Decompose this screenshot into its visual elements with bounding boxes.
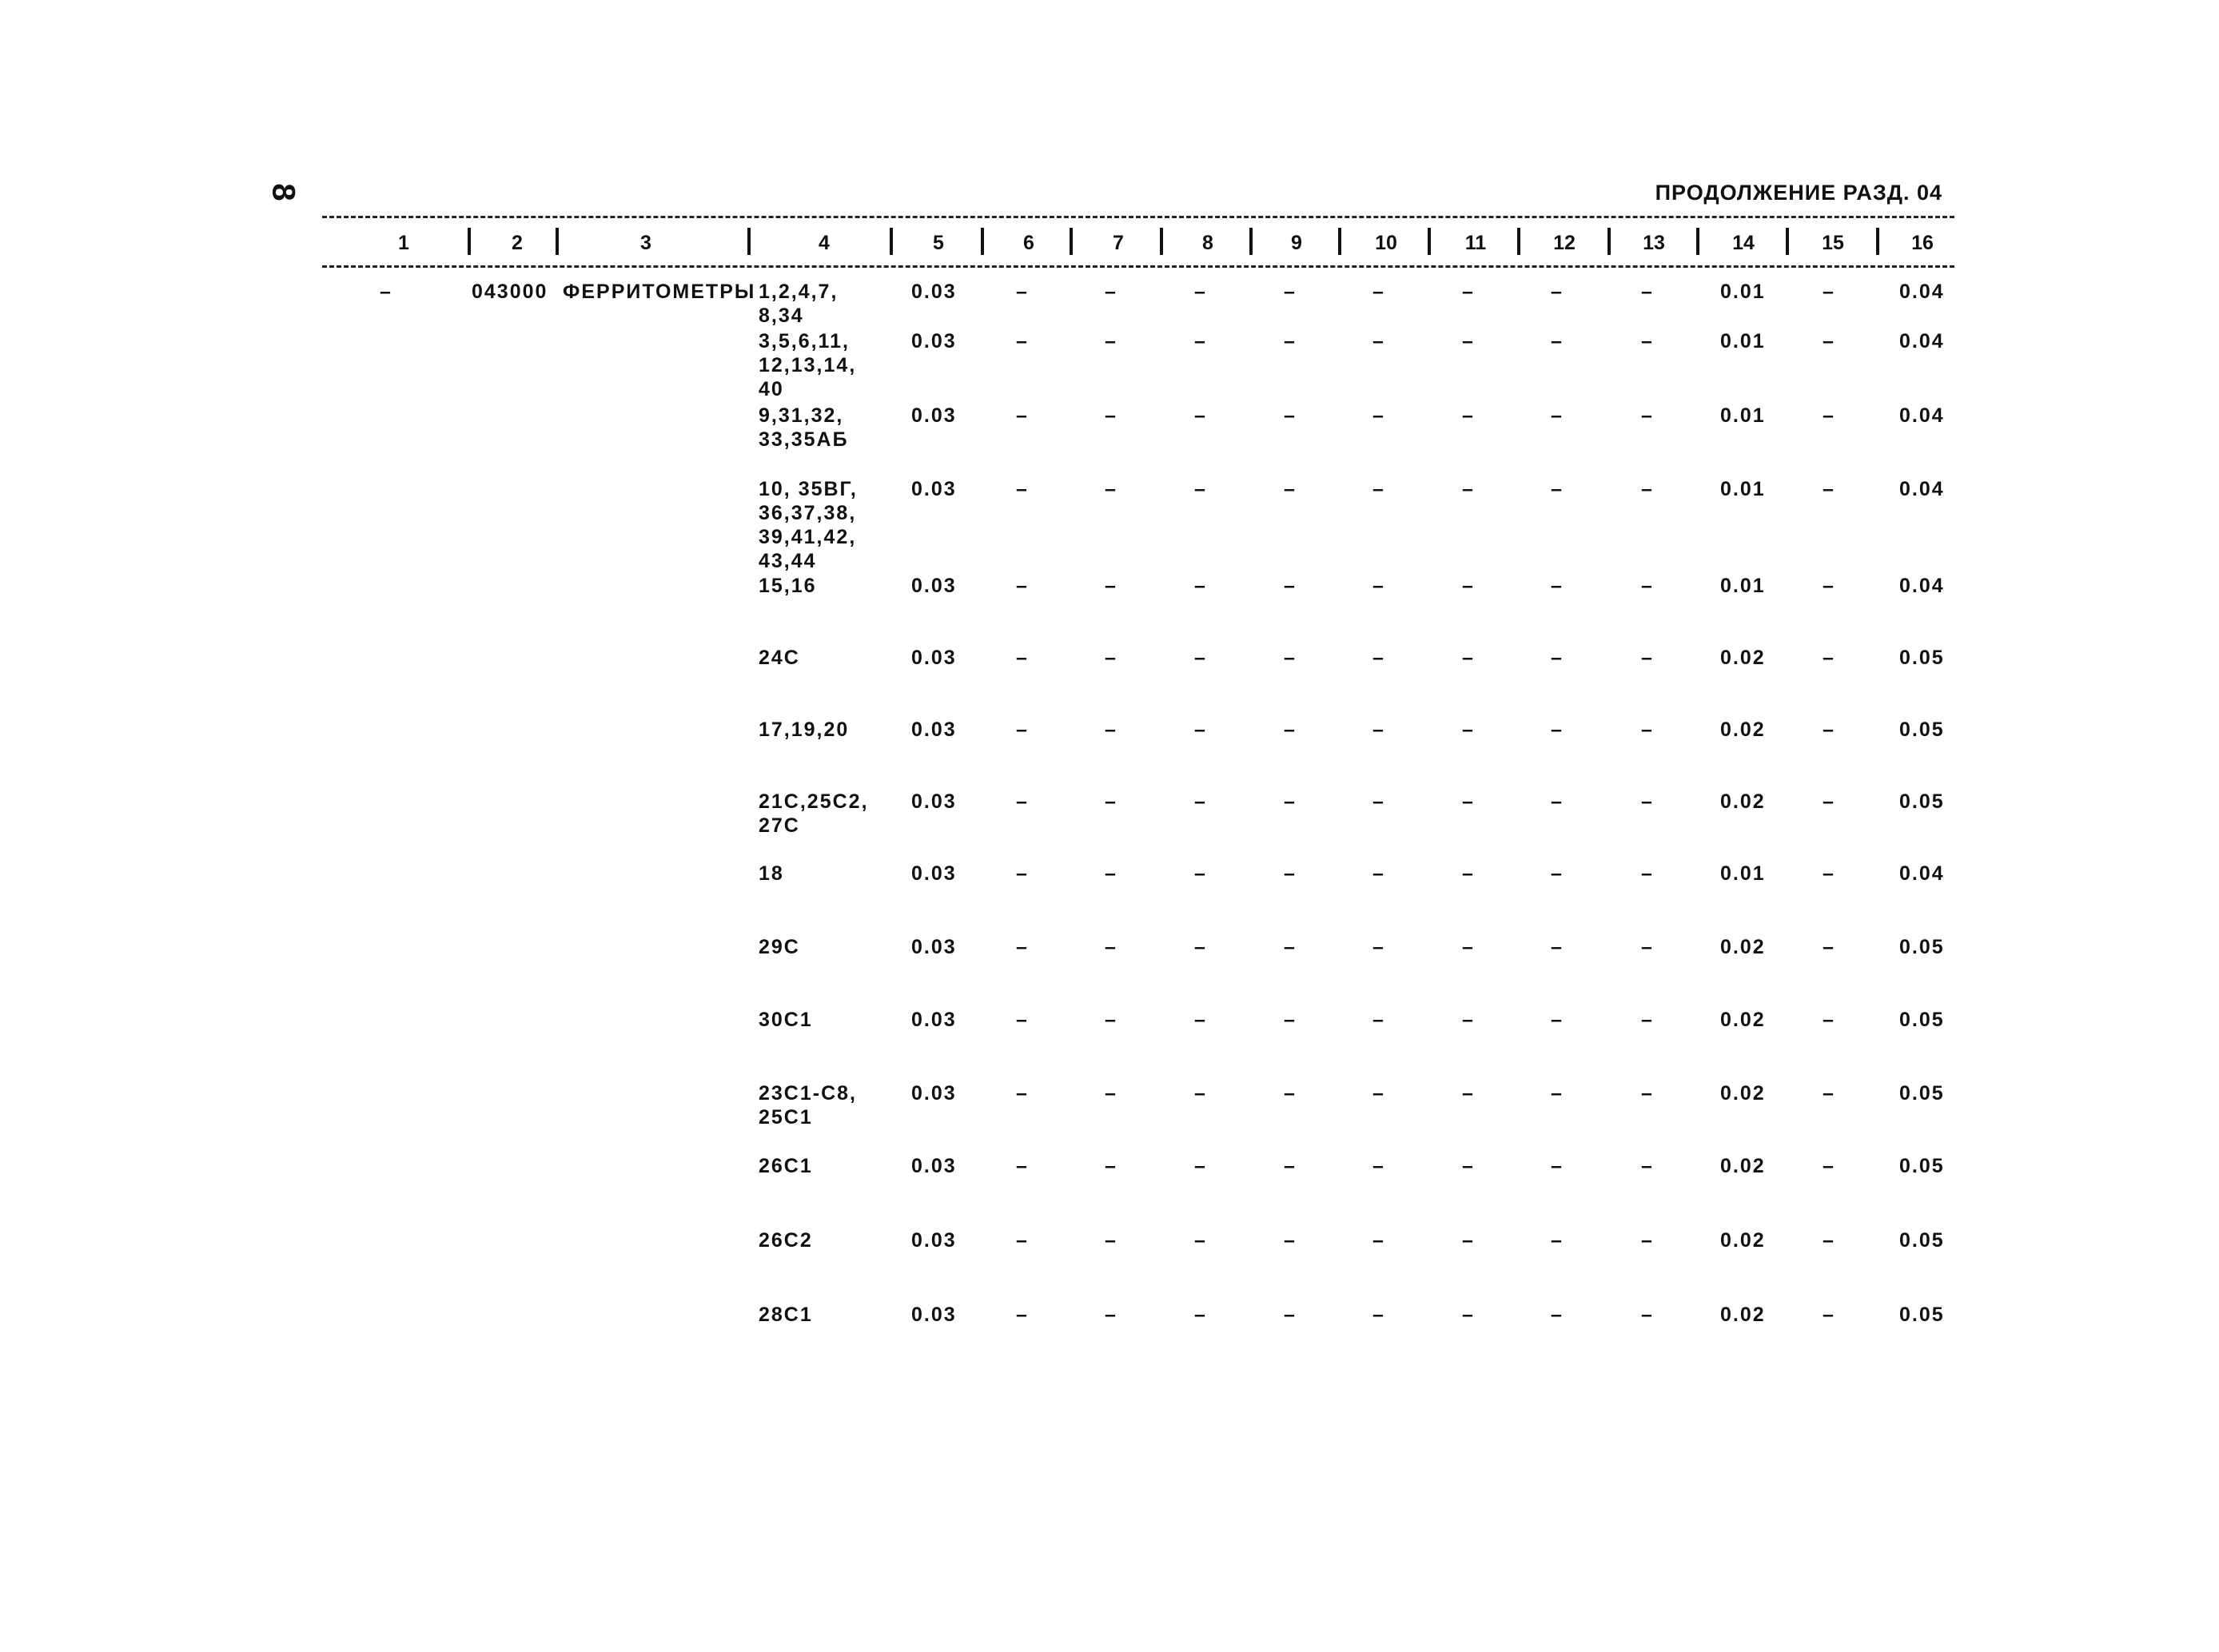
cell-col8: – <box>1194 478 1207 500</box>
cell-col16: 0.04 <box>1899 330 1945 352</box>
cell-col13: – <box>1641 404 1654 427</box>
cell-col8: – <box>1194 575 1207 597</box>
cell-col5: 0.03 <box>911 790 957 813</box>
cell-col6: – <box>1016 1009 1029 1031</box>
header-col-9: 9 <box>1291 232 1302 254</box>
cell-col14: 0.01 <box>1720 330 1766 352</box>
cell-col6: – <box>1016 719 1029 741</box>
cell-col5: 0.03 <box>911 862 957 885</box>
cell-col16: 0.05 <box>1899 936 1945 958</box>
cell-col10: – <box>1372 575 1385 597</box>
cell-col14: 0.02 <box>1720 936 1766 958</box>
cell-col11: – <box>1462 1082 1475 1105</box>
cell-col8: – <box>1194 404 1207 427</box>
header-separator <box>1696 228 1699 255</box>
cell-col12: – <box>1551 1155 1564 1177</box>
header-separator <box>1249 228 1253 255</box>
cell-col16: 0.04 <box>1899 575 1945 597</box>
cell-col11: – <box>1462 719 1475 741</box>
top-rule <box>322 216 1954 218</box>
cell-col5: 0.03 <box>911 1082 957 1105</box>
cell-col4: 26С1 <box>759 1155 813 1177</box>
header-col-3: 3 <box>640 232 651 254</box>
cell-col14: 0.01 <box>1720 404 1766 427</box>
cell-col14: 0.01 <box>1720 281 1766 303</box>
header-col-6: 6 <box>1023 232 1034 254</box>
cell-col4: 24С <box>759 647 800 669</box>
cell-col6: – <box>1016 862 1029 885</box>
cell-col7: – <box>1105 1304 1117 1326</box>
cell-col12: – <box>1551 1082 1564 1105</box>
cell-col15: – <box>1823 719 1835 741</box>
cell-col13: – <box>1641 790 1654 813</box>
cell-col8: – <box>1194 862 1207 885</box>
header-bottom-rule <box>322 265 1954 268</box>
cell-col7: – <box>1105 404 1117 427</box>
row-col3: ФЕРРИТОМЕТРЫ <box>563 281 756 303</box>
cell-col14: 0.02 <box>1720 1009 1766 1031</box>
cell-col8: – <box>1194 1155 1207 1177</box>
cell-col15: – <box>1823 575 1835 597</box>
cell-col7: – <box>1105 1082 1117 1105</box>
cell-col16: 0.05 <box>1899 1229 1945 1252</box>
cell-col10: – <box>1372 404 1385 427</box>
cell-col9: – <box>1284 1304 1297 1326</box>
cell-col12: – <box>1551 478 1564 500</box>
cell-col4: 23С1-С8, 25С1 <box>759 1082 857 1129</box>
cell-col16: 0.04 <box>1899 281 1945 303</box>
cell-col16: 0.04 <box>1899 862 1945 885</box>
cell-col15: – <box>1823 862 1835 885</box>
cell-col16: 0.05 <box>1899 647 1945 669</box>
cell-col11: – <box>1462 575 1475 597</box>
cell-col12: – <box>1551 790 1564 813</box>
cell-col13: – <box>1641 478 1654 500</box>
cell-col8: – <box>1194 719 1207 741</box>
cell-col11: – <box>1462 936 1475 958</box>
cell-col4: 28С1 <box>759 1304 813 1326</box>
cell-col15: – <box>1823 790 1835 813</box>
cell-col7: – <box>1105 478 1117 500</box>
cell-col10: – <box>1372 1229 1385 1252</box>
cell-col11: – <box>1462 330 1475 352</box>
cell-col13: – <box>1641 1155 1654 1177</box>
cell-col14: 0.02 <box>1720 647 1766 669</box>
cell-col8: – <box>1194 936 1207 958</box>
header-col-4: 4 <box>819 232 830 254</box>
cell-col4: 9,31,32, 33,35АБ <box>759 404 849 451</box>
cell-col16: 0.05 <box>1899 1155 1945 1177</box>
cell-col9: – <box>1284 1155 1297 1177</box>
cell-col4: 10, 35ВГ, 36,37,38, 39,41,42, 43,44 <box>759 478 858 572</box>
cell-col12: – <box>1551 719 1564 741</box>
header-separator <box>1786 228 1789 255</box>
cell-col12: – <box>1551 330 1564 352</box>
cell-col10: – <box>1372 862 1385 885</box>
cell-col8: – <box>1194 1009 1207 1031</box>
header-separator <box>1160 228 1163 255</box>
cell-col13: – <box>1641 281 1654 303</box>
cell-col14: 0.02 <box>1720 1304 1766 1326</box>
cell-col13: – <box>1641 862 1654 885</box>
cell-col9: – <box>1284 1082 1297 1105</box>
header-separator <box>1070 228 1073 255</box>
cell-col14: 0.01 <box>1720 478 1766 500</box>
cell-col15: – <box>1823 1082 1835 1105</box>
cell-col11: – <box>1462 790 1475 813</box>
cell-col12: – <box>1551 281 1564 303</box>
header-separator <box>556 228 559 255</box>
cell-col11: – <box>1462 862 1475 885</box>
cell-col11: – <box>1462 647 1475 669</box>
cell-col6: – <box>1016 1082 1029 1105</box>
cell-col4: 21С,25С2, 27С <box>759 790 869 837</box>
cell-col16: 0.05 <box>1899 790 1945 813</box>
cell-col9: – <box>1284 1229 1297 1252</box>
cell-col10: – <box>1372 478 1385 500</box>
cell-col8: – <box>1194 790 1207 813</box>
header-separator <box>1876 228 1879 255</box>
cell-col6: – <box>1016 575 1029 597</box>
cell-col4: 3,5,6,11, 12,13,14, 40 <box>759 330 857 400</box>
header-col-16: 16 <box>1911 232 1934 254</box>
header-separator <box>1338 228 1341 255</box>
cell-col15: – <box>1823 1009 1835 1031</box>
header-col-2: 2 <box>512 232 523 254</box>
cell-col12: – <box>1551 1229 1564 1252</box>
cell-col5: 0.03 <box>911 404 957 427</box>
cell-col8: – <box>1194 647 1207 669</box>
cell-col16: 0.05 <box>1899 1304 1945 1326</box>
page-number: 8 <box>265 183 301 201</box>
cell-col7: – <box>1105 1229 1117 1252</box>
cell-col6: – <box>1016 647 1029 669</box>
header-col-14: 14 <box>1732 232 1755 254</box>
cell-col15: – <box>1823 330 1835 352</box>
cell-col5: 0.03 <box>911 936 957 958</box>
cell-col4: 26С2 <box>759 1229 813 1252</box>
cell-col10: – <box>1372 1304 1385 1326</box>
cell-col10: – <box>1372 1082 1385 1105</box>
cell-col7: – <box>1105 647 1117 669</box>
header-col-5: 5 <box>933 232 944 254</box>
cell-col9: – <box>1284 790 1297 813</box>
cell-col6: – <box>1016 330 1029 352</box>
header-col-15: 15 <box>1822 232 1844 254</box>
cell-col6: – <box>1016 1229 1029 1252</box>
cell-col16: 0.04 <box>1899 478 1945 500</box>
cell-col16: 0.05 <box>1899 1082 1945 1105</box>
cell-col11: – <box>1462 1009 1475 1031</box>
cell-col14: 0.01 <box>1720 862 1766 885</box>
header-col-11: 11 <box>1464 232 1487 254</box>
cell-col6: – <box>1016 936 1029 958</box>
cell-col5: 0.03 <box>911 1229 957 1252</box>
cell-col8: – <box>1194 281 1207 303</box>
cell-col6: – <box>1016 1155 1029 1177</box>
cell-col11: – <box>1462 404 1475 427</box>
cell-col12: – <box>1551 575 1564 597</box>
cell-col5: 0.03 <box>911 647 957 669</box>
cell-col7: – <box>1105 719 1117 741</box>
cell-col9: – <box>1284 404 1297 427</box>
cell-col5: 0.03 <box>911 1155 957 1177</box>
cell-col12: – <box>1551 862 1564 885</box>
cell-col7: – <box>1105 862 1117 885</box>
cell-col12: – <box>1551 404 1564 427</box>
cell-col5: 0.03 <box>911 478 957 500</box>
header-separator <box>890 228 893 255</box>
header-separator <box>1428 228 1431 255</box>
cell-col7: – <box>1105 281 1117 303</box>
cell-col6: – <box>1016 281 1029 303</box>
cell-col7: – <box>1105 790 1117 813</box>
cell-col14: 0.02 <box>1720 1229 1766 1252</box>
cell-col6: – <box>1016 1304 1029 1326</box>
cell-col6: – <box>1016 478 1029 500</box>
header-separator <box>747 228 751 255</box>
cell-col13: – <box>1641 575 1654 597</box>
cell-col8: – <box>1194 1229 1207 1252</box>
cell-col5: 0.03 <box>911 575 957 597</box>
cell-col5: 0.03 <box>911 1304 957 1326</box>
cell-col9: – <box>1284 281 1297 303</box>
cell-col7: – <box>1105 936 1117 958</box>
cell-col9: – <box>1284 478 1297 500</box>
continuation-title: ПРОДОЛЖЕНИЕ РАЗД. 04 <box>1655 181 1942 205</box>
cell-col16: 0.05 <box>1899 1009 1945 1031</box>
cell-col13: – <box>1641 330 1654 352</box>
cell-col11: – <box>1462 1229 1475 1252</box>
cell-col7: – <box>1105 1155 1117 1177</box>
cell-col11: – <box>1462 478 1475 500</box>
cell-col12: – <box>1551 1009 1564 1031</box>
header-col-7: 7 <box>1113 232 1124 254</box>
cell-col10: – <box>1372 719 1385 741</box>
cell-col9: – <box>1284 330 1297 352</box>
cell-col9: – <box>1284 647 1297 669</box>
cell-col4: 15,16 <box>759 575 817 597</box>
cell-col15: – <box>1823 647 1835 669</box>
cell-col9: – <box>1284 719 1297 741</box>
header-separator <box>1607 228 1611 255</box>
cell-col7: – <box>1105 1009 1117 1031</box>
cell-col15: – <box>1823 1304 1835 1326</box>
cell-col10: – <box>1372 330 1385 352</box>
header-col-1: 1 <box>398 232 409 254</box>
cell-col8: – <box>1194 1082 1207 1105</box>
cell-col4: 30С1 <box>759 1009 813 1031</box>
cell-col14: 0.02 <box>1720 719 1766 741</box>
cell-col15: – <box>1823 936 1835 958</box>
cell-col12: – <box>1551 647 1564 669</box>
cell-col14: 0.02 <box>1720 790 1766 813</box>
cell-col13: – <box>1641 719 1654 741</box>
cell-col4: 29С <box>759 936 800 958</box>
cell-col5: 0.03 <box>911 330 957 352</box>
header-separator <box>468 228 471 255</box>
row-col2: 043000 <box>472 281 548 303</box>
cell-col5: 0.03 <box>911 719 957 741</box>
cell-col6: – <box>1016 404 1029 427</box>
cell-col9: – <box>1284 862 1297 885</box>
cell-col10: – <box>1372 936 1385 958</box>
cell-col4: 17,19,20 <box>759 719 850 741</box>
cell-col8: – <box>1194 1304 1207 1326</box>
cell-col15: – <box>1823 1155 1835 1177</box>
cell-col12: – <box>1551 936 1564 958</box>
cell-col5: 0.03 <box>911 1009 957 1031</box>
cell-col14: 0.02 <box>1720 1082 1766 1105</box>
cell-col13: – <box>1641 1304 1654 1326</box>
cell-col15: – <box>1823 1229 1835 1252</box>
cell-col15: – <box>1823 404 1835 427</box>
cell-col15: – <box>1823 478 1835 500</box>
cell-col5: 0.03 <box>911 281 957 303</box>
cell-col16: 0.05 <box>1899 719 1945 741</box>
cell-col13: – <box>1641 1009 1654 1031</box>
cell-col10: – <box>1372 1009 1385 1031</box>
cell-col9: – <box>1284 936 1297 958</box>
cell-col13: – <box>1641 1082 1654 1105</box>
header-separator <box>981 228 984 255</box>
cell-col11: – <box>1462 281 1475 303</box>
cell-col7: – <box>1105 330 1117 352</box>
cell-col9: – <box>1284 1009 1297 1031</box>
cell-col10: – <box>1372 647 1385 669</box>
cell-col8: – <box>1194 330 1207 352</box>
cell-col11: – <box>1462 1155 1475 1177</box>
cell-col4: 18 <box>759 862 784 885</box>
cell-col13: – <box>1641 936 1654 958</box>
header-col-12: 12 <box>1553 232 1576 254</box>
cell-col13: – <box>1641 647 1654 669</box>
header-col-10: 10 <box>1375 232 1397 254</box>
cell-col14: 0.02 <box>1720 1155 1766 1177</box>
header-col-13: 13 <box>1643 232 1665 254</box>
cell-col11: – <box>1462 1304 1475 1326</box>
header-separator <box>1517 228 1520 255</box>
cell-col6: – <box>1016 790 1029 813</box>
cell-col14: 0.01 <box>1720 575 1766 597</box>
cell-col4: 1,2,4,7, 8,34 <box>759 281 839 327</box>
cell-col7: – <box>1105 575 1117 597</box>
header-col-8: 8 <box>1202 232 1213 254</box>
cell-col10: – <box>1372 790 1385 813</box>
cell-col9: – <box>1284 575 1297 597</box>
row-col1: – <box>380 281 392 303</box>
cell-col15: – <box>1823 281 1835 303</box>
cell-col13: – <box>1641 1229 1654 1252</box>
cell-col16: 0.04 <box>1899 404 1945 427</box>
cell-col10: – <box>1372 1155 1385 1177</box>
cell-col10: – <box>1372 281 1385 303</box>
cell-col12: – <box>1551 1304 1564 1326</box>
